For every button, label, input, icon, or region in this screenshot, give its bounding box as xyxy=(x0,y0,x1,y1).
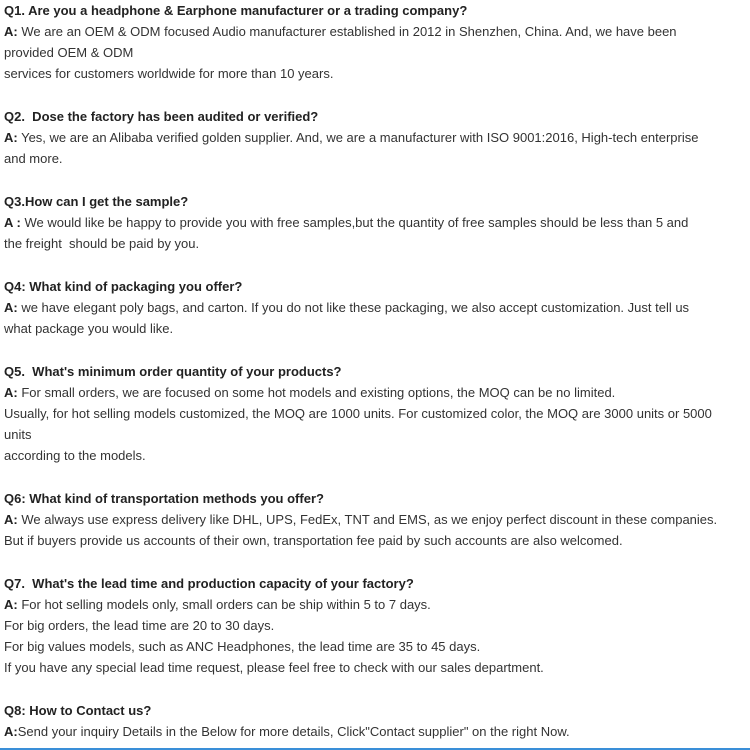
spacer xyxy=(4,466,746,488)
faq-answer-line xyxy=(4,127,746,148)
answer-prefix: A: xyxy=(4,597,18,612)
answer-prefix: A: xyxy=(4,385,18,400)
faq-answer-line xyxy=(4,721,746,742)
faq-question: Q4: What kind of packaging you offer? xyxy=(4,279,243,294)
answer-text: Send your inquiry Details in the Below for more details, Click"Contact supplier" on the right Now. xyxy=(17,724,570,739)
faq-question: Q8: How to Contact us? xyxy=(4,703,152,718)
faq-answer-line: units xyxy=(4,427,32,442)
faq-question: Q6: What kind of transportation methods you offer? xyxy=(4,491,324,506)
faq-item-q1 xyxy=(4,0,746,84)
faq-answer-line xyxy=(4,21,746,42)
faq-answer-line xyxy=(4,297,746,318)
faq-answer-line: the freight should be paid by you. xyxy=(4,236,200,251)
faq-item-q4 xyxy=(4,276,746,339)
faq-item-q3 xyxy=(4,191,746,254)
answer-text: We are an OEM & ODM focused Audio manufacturer established in 2012 in Shenzhen, China. And, we have been xyxy=(17,24,677,39)
faq-item-q5 xyxy=(4,361,746,466)
answer-text: Yes, we are an Alibaba verified golden supplier. And, we are a manufacturer with ISO 9001:2016, High-tech enterprise xyxy=(17,130,699,145)
answer-prefix: A: xyxy=(4,300,18,315)
spacer xyxy=(4,339,746,361)
answer-prefix: A: xyxy=(4,724,18,739)
faq-answer-line: what package you would like. xyxy=(4,321,174,336)
faq-item-q6 xyxy=(4,488,746,551)
faq-answer-line: For big orders, the lead time are 20 to 30 days. xyxy=(4,618,275,633)
faq-answer-line: services for customers worldwide for more than 10 years. xyxy=(4,66,334,81)
faq-answer-line: Usually, for hot selling models customized, the MOQ are 1000 units. For customized color, the MOQ are 3000 units or 5000 xyxy=(4,406,712,421)
faq-answer-line xyxy=(4,594,746,615)
faq-item-q8 xyxy=(4,700,746,742)
answer-prefix: A: xyxy=(4,130,18,145)
faq-answer-line: For big values models, such as ANC Headphones, the lead time are 35 to 45 days. xyxy=(4,639,481,654)
faq-item-q2 xyxy=(4,106,746,169)
faq-answer-line xyxy=(4,509,746,530)
faq-question: Q5. What's minimum order quantity of your products? xyxy=(4,364,342,379)
answer-text: For hot selling models only, small orders can be ship within 5 to 7 days. xyxy=(17,597,431,612)
spacer xyxy=(4,169,746,191)
spacer xyxy=(4,678,746,700)
answer-text: we have elegant poly bags, and carton. If you do not like these packaging, we also accept customization. Just tell us xyxy=(17,300,690,315)
answer-text: We would like be happy to provide you with free samples,but the quantity of free samples should be less than 5 and xyxy=(20,215,689,230)
faq-answer-line: provided OEM & ODM xyxy=(4,45,134,60)
spacer xyxy=(4,551,746,573)
faq-question: Q7. What's the lead time and production capacity of your factory? xyxy=(4,576,414,591)
faq-question: Q2. Dose the factory has been audited or verified? xyxy=(4,109,319,124)
spacer xyxy=(4,254,746,276)
faq-question: Q1. Are you a headphone & Earphone manufacturer or a trading company? xyxy=(4,3,468,18)
answer-text: We always use express delivery like DHL, UPS, FedEx, TNT and EMS, as we enjoy perfect discount in these companies. xyxy=(17,512,718,527)
faq-item-q7 xyxy=(4,573,746,678)
faq-answer-line: and more. xyxy=(4,151,63,166)
faq-answer-line: according to the models. xyxy=(4,448,146,463)
spacer xyxy=(4,84,746,106)
answer-prefix: A : xyxy=(4,215,21,230)
faq-answer-line: If you have any special lead time request, please feel free to check with our sales department. xyxy=(4,660,544,675)
faq-question: Q3.How can I get the sample? xyxy=(4,194,189,209)
answer-prefix: A: xyxy=(4,512,18,527)
answer-prefix: A: xyxy=(4,24,18,39)
faq-answer-line xyxy=(4,382,746,403)
faq-answer-line: But if buyers provide us accounts of their own, transportation fee paid by such accounts are also welcomed. xyxy=(4,533,623,548)
faq-answer-line xyxy=(4,212,746,233)
answer-text: For small orders, we are focused on some hot models and existing options, the MOQ can be no limited. xyxy=(17,385,616,400)
